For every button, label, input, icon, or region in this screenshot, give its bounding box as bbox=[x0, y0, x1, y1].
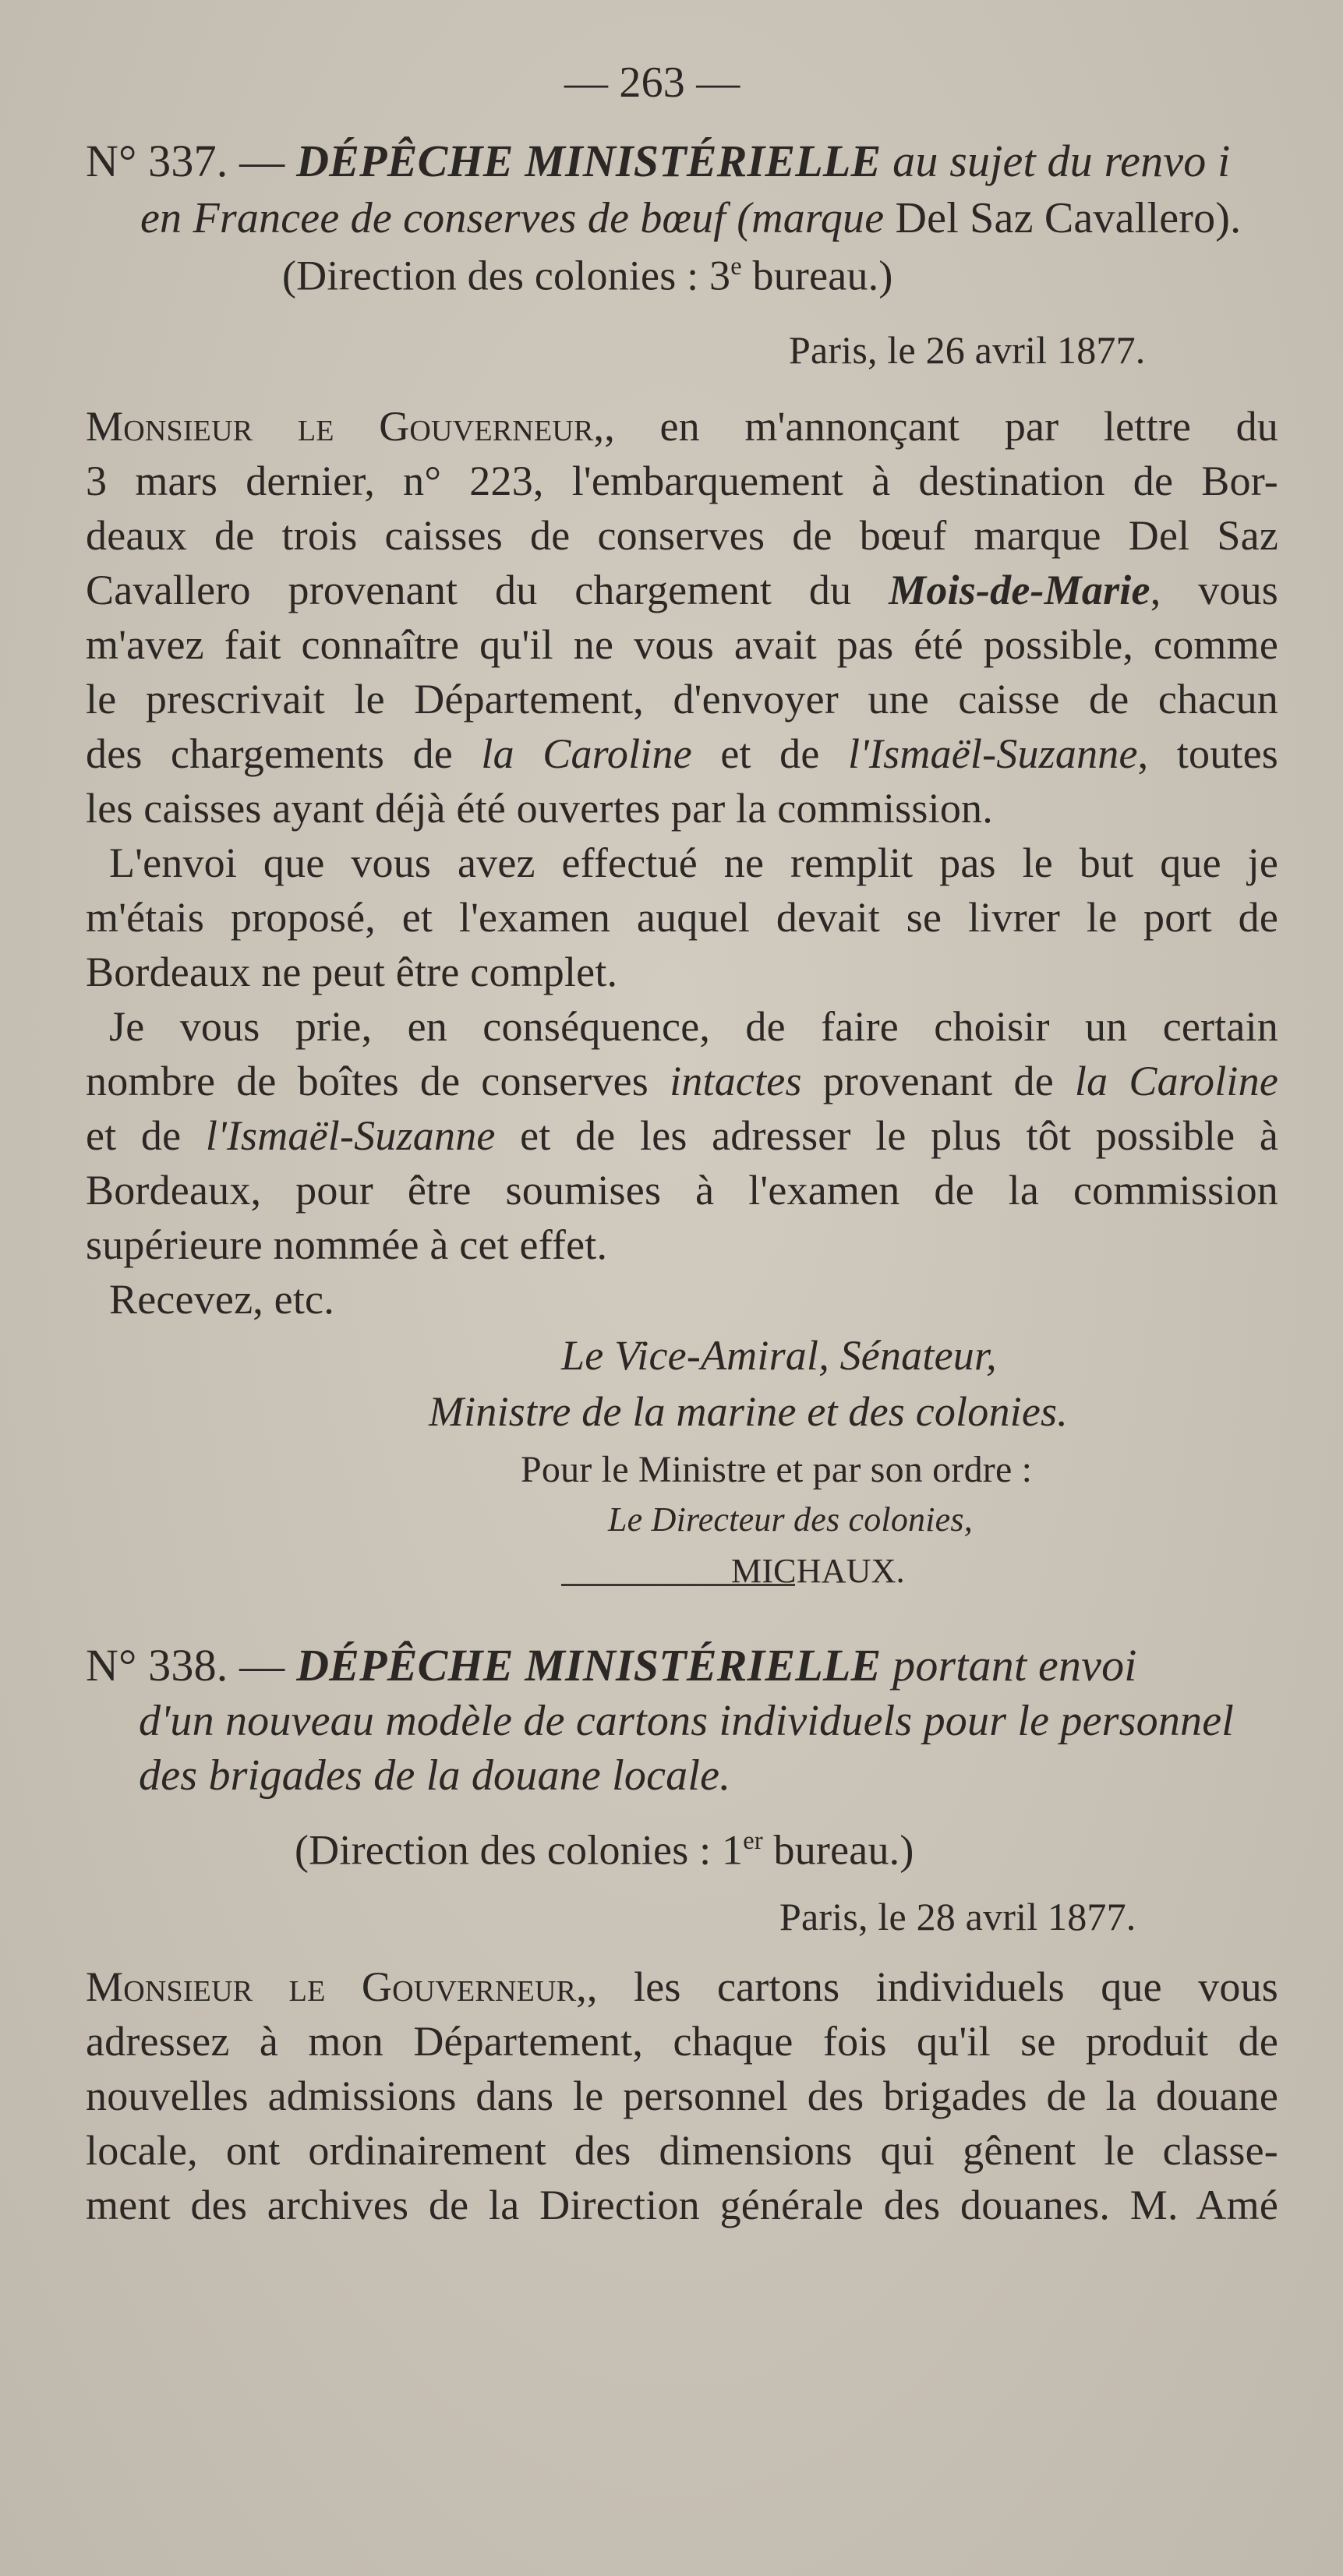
section-337-p1-line-2: 3 mars dernier, n° 223, l'embarquement à destination de Bor- bbox=[86, 458, 1278, 504]
section-337-signature-office: Ministre de la marine et des colonies. bbox=[429, 1388, 1068, 1435]
section-divider bbox=[561, 1584, 795, 1586]
section-337-p2-line-1: L'envoi que vous avez effectué ne remplit pas le but que je bbox=[109, 839, 1278, 886]
section-337-heading bbox=[86, 136, 1231, 186]
section-337-date: Paris, le 26 avril 1877. bbox=[789, 328, 1146, 372]
section-337-signature-name: MICHAUX. bbox=[731, 1552, 905, 1590]
section-337-p1-line-4: Cavallero provenant du chargement du Mois-de-Marie, vous bbox=[86, 567, 1278, 613]
section-337-number: N° 337. — bbox=[86, 136, 285, 186]
section-337-p3-line-2: nombre de boîtes de conserves intactes provenant de la Caroline bbox=[86, 1058, 1278, 1104]
section-338-direction: (Direction des colonies : 1er bureau.) bbox=[295, 1826, 914, 1874]
section-337-signature-order: Pour le Ministre et par son ordre : bbox=[521, 1449, 1033, 1490]
section-338-p1-line-1: Monsieur le Gouverneur,, les cartons individuels que vous bbox=[86, 1963, 1278, 2010]
section-337-p2-line-2: m'étais proposé, et l'examen auquel devait se livrer le port de bbox=[86, 894, 1278, 941]
section-337-p3-line-4: Bordeaux, pour être soumises à l'examen de la commission bbox=[86, 1167, 1278, 1214]
section-337-p1-line-8: les caisses ayant déjà été ouvertes par la commission. bbox=[86, 785, 993, 832]
section-338-p1-line-5: ment des archives de la Direction générale des douanes. M. Amé bbox=[86, 2182, 1278, 2228]
section-337-p1-line-5: m'avez fait connaître qu'il ne vous avait pas été possible, comme bbox=[86, 621, 1278, 668]
section-337-p3-line-3: et de l'Ismaël-Suzanne et de les adresser le plus tôt possible à bbox=[86, 1112, 1279, 1159]
section-338-p1-line-2: adressez à mon Département, chaque fois qu'il se produit de bbox=[86, 2018, 1278, 2065]
section-337-closing: Recevez, etc. bbox=[109, 1276, 334, 1323]
page-number: — 263 — bbox=[564, 58, 740, 107]
section-337-p1-line-3: deaux de trois caisses de conserves de bœuf marque Del Saz bbox=[86, 512, 1278, 559]
section-337-subject-line-2: en Francee de conserves de bœuf (marque Del Saz Cavallero). bbox=[140, 194, 1242, 242]
section-337-p1-line-7: des chargements de la Caroline et de l'Ismaël-Suzanne, toutes bbox=[86, 730, 1278, 777]
section-337-title: DÉPÊCHE MINISTÉRIELLE bbox=[296, 136, 882, 186]
section-337-p3-line-1: Je vous prie, en conséquence, de faire choisir un certain bbox=[109, 1003, 1278, 1050]
section-337-signature-director: Le Directeur des colonies, bbox=[608, 1500, 973, 1539]
section-337-subject-1: au sujet du renvo i bbox=[892, 136, 1231, 186]
section-338-p1-line-4: locale, ont ordinairement des dimensions qui gênent le classe- bbox=[86, 2127, 1278, 2174]
section-337-p2-line-3: Bordeaux ne peut être complet. bbox=[86, 949, 618, 995]
section-337-p3-line-5: supérieure nommée à cet effet. bbox=[86, 1221, 608, 1268]
section-338-p1-line-3: nouvelles admissions dans le personnel des brigades de la douane bbox=[86, 2072, 1278, 2119]
section-338-date: Paris, le 28 avril 1877. bbox=[779, 1895, 1136, 1938]
section-337-direction: (Direction des colonies : 3e bureau.) bbox=[282, 252, 893, 299]
section-337-signature-title: Le Vice-Amiral, Sénateur, bbox=[561, 1332, 997, 1379]
section-337-p1-line-6: le prescrivait le Département, d'envoyer une caisse de chacun bbox=[86, 676, 1278, 723]
section-337-p1-line-1: Monsieur le Gouverneur,, en m'annonçant par lettre du bbox=[86, 403, 1278, 450]
section-338-subject-line-2: d'un nouveau modèle de cartons individuels pour le personnel bbox=[139, 1697, 1235, 1745]
section-338-heading: N° 338. — DÉPÊCHE MINISTÉRIELLE portant envoi bbox=[86, 1640, 1137, 1691]
section-338-subject-line-3: des brigades de la douane locale. bbox=[139, 1751, 731, 1800]
